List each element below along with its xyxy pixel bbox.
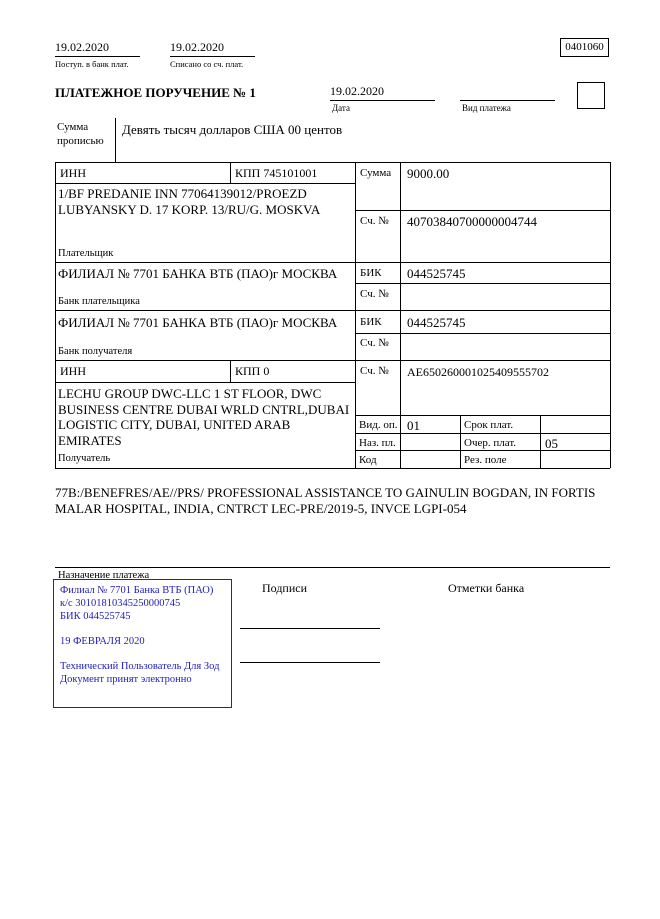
- beneficiary-bank-account-label: Сч. №: [360, 337, 389, 349]
- stamp-corr-account: к/с 30101810345250000745: [60, 598, 181, 609]
- payer-inn-label: ИНН: [60, 166, 86, 180]
- row-line-bik2: [355, 333, 610, 334]
- received-date-label: Поступ. в банк плат.: [55, 59, 129, 69]
- pay-term-label: Срок плат.: [464, 419, 514, 431]
- priority-value: 05: [545, 436, 558, 451]
- amount-value: 9000.00: [407, 166, 450, 181]
- amount-in-words-value: Девять тысяч долларов США 00 центов: [122, 122, 343, 137]
- grid-divider-1: [460, 415, 461, 468]
- row-line-inn2: [55, 382, 355, 383]
- table-divider-value-col: [400, 162, 401, 468]
- debited-date-label: Списано со сч. плат.: [170, 59, 244, 69]
- row-line-bik1: [355, 283, 610, 284]
- payment-purpose-text: 77B:/BENEFRES/AE//PRS/ PROFESSIONAL ASSISTANCE TO GAINULIN BOGDAN, IN FORTIS MALAR HOSPITAL, INDIA, CNTRCT LEC-PRE/2019-5, INVCE LGPI-054: [55, 485, 596, 516]
- bank-marks-label: Отметки банка: [448, 581, 525, 595]
- row-line-beneficiary-bank: [55, 360, 610, 361]
- stamp-status: Документ принят электронно: [60, 674, 192, 685]
- document-date: 19.02.2020: [330, 84, 384, 98]
- beneficiary-bank-name: ФИЛИАЛ № 7701 БАНКА ВТБ (ПАО)г МОСКВА: [58, 315, 338, 330]
- payment-kind-label: Вид платежа: [462, 103, 511, 113]
- payer-account-label: Сч. №: [360, 215, 389, 227]
- row-line-payer: [55, 262, 610, 263]
- row-line-account2: [355, 415, 610, 416]
- received-date: 19.02.2020: [55, 40, 109, 54]
- inn-kpp-divider-2: [230, 360, 231, 382]
- row-line-payer-bank: [55, 310, 610, 311]
- table-border-top: [55, 162, 610, 163]
- payer-account-value: 40703840700000004744: [407, 214, 537, 229]
- amount-label: Сумма: [360, 167, 392, 179]
- stamp-date: 19 ФЕВРАЛЯ 2020: [60, 636, 145, 647]
- stamp-bik: БИК 044525745: [60, 611, 131, 622]
- grid-line-1: [355, 433, 610, 434]
- payment-kind-box: [577, 82, 605, 109]
- document-title: ПЛАТЕЖНОЕ ПОРУЧЕНИЕ № 1: [55, 85, 256, 100]
- document-date-label: Дата: [332, 103, 350, 113]
- priority-label: Очер. плат.: [464, 437, 517, 449]
- beneficiary-account-label: Сч. №: [360, 365, 389, 377]
- code-label: Код: [359, 454, 377, 466]
- payer-kpp: КПП 745101001: [235, 166, 318, 180]
- received-date-field: [55, 40, 140, 57]
- beneficiary-section-label: Получатель: [58, 453, 111, 464]
- payment-purpose-label: Назначение платежа: [58, 570, 150, 581]
- payer-section-label: Плательщик: [58, 248, 114, 259]
- beneficiary-bank-section-label: Банк получателя: [58, 346, 133, 357]
- row-line-inn1: [55, 183, 355, 184]
- signature-line-1: [240, 628, 380, 629]
- table-border-right: [610, 162, 611, 468]
- beneficiary-bank-bik-label: БИК: [360, 316, 382, 328]
- op-kind-value: 01: [407, 418, 420, 433]
- reserve-label: Рез. поле: [464, 454, 507, 466]
- signatures-label: Подписи: [262, 581, 308, 595]
- table-border-left: [55, 162, 56, 468]
- stamp-operator: Технический Пользователь Для Зод: [60, 661, 220, 672]
- inn-kpp-divider-1: [230, 162, 231, 183]
- beneficiary-details: LECHU GROUP DWC-LLC 1 ST FLOOR, DWC BUSINESS CENTRE DUBAI WRLD CNTRL,DUBAI LOGISTIC CITY, DUBAI, UNITED ARAB EMIRATES: [58, 386, 350, 448]
- amount-words-label-1: Сумма: [57, 121, 89, 133]
- payer-bank-bik-label: БИК: [360, 267, 382, 279]
- table-border-bottom: [55, 468, 610, 469]
- beneficiary-account-value: AE650260001025409555702: [407, 365, 549, 379]
- beneficiary-kpp: КПП 0: [235, 364, 270, 378]
- amount-words-label-2: прописью: [57, 135, 104, 147]
- amount-words-divider: [115, 118, 116, 162]
- debited-date: 19.02.2020: [170, 40, 224, 54]
- row-line-amount: [355, 210, 610, 211]
- beneficiary-inn-label: ИНН: [60, 364, 86, 378]
- table-divider-mid: [355, 162, 356, 468]
- purpose-code-label: Наз. пл.: [359, 437, 396, 449]
- payment-kind-line: [460, 100, 555, 101]
- beneficiary-bank-bik: 044525745: [407, 315, 466, 330]
- payer-bank-bik: 044525745: [407, 266, 466, 281]
- purpose-underline: [55, 567, 610, 568]
- payer-bank-name: ФИЛИАЛ № 7701 БАНКА ВТБ (ПАО)г МОСКВА: [58, 266, 338, 281]
- document-date-field: [330, 84, 435, 101]
- bank-electronic-stamp: [53, 579, 232, 708]
- payer-details: 1/BF PREDANIE INN 77064139012/PROEZD LUBYANSKY D. 17 KORP. 13/RU/G. MOSKVA: [58, 186, 321, 217]
- payer-bank-section-label: Банк плательщика: [58, 296, 140, 307]
- form-code-box: 0401060: [560, 38, 609, 57]
- signature-line-2: [240, 662, 380, 663]
- payer-bank-account-label: Сч. №: [360, 288, 389, 300]
- stamp-bank-name: Филиал № 7701 Банка ВТБ (ПАО): [60, 585, 214, 596]
- debited-date-field: [170, 40, 255, 57]
- grid-divider-2: [540, 415, 541, 468]
- grid-line-2: [355, 450, 610, 451]
- op-kind-label: Вид. оп.: [359, 419, 398, 431]
